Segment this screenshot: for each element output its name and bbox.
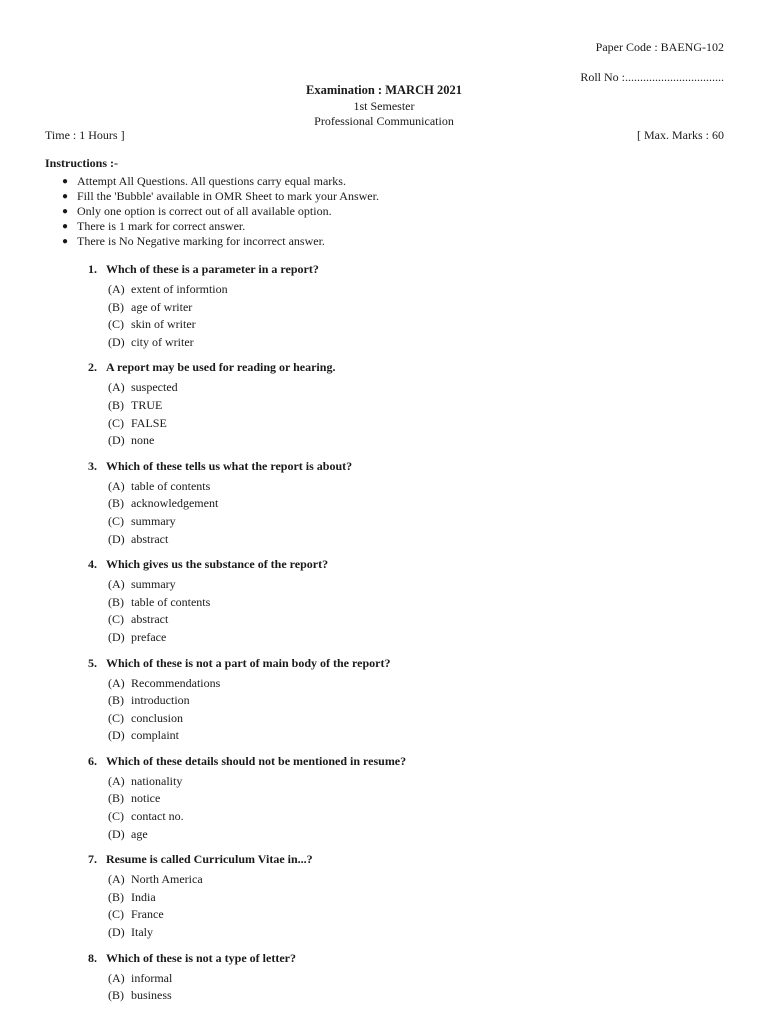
option-letter: (D) [108, 433, 125, 448]
option-text: skin of writer [131, 317, 196, 332]
question-text [88, 850, 728, 868]
option-text: preface [131, 629, 167, 644]
option-letter: (A) [108, 380, 125, 395]
question-6 [88, 752, 728, 843]
option-letter: (A) [108, 970, 125, 985]
option-text: none [131, 433, 155, 448]
option-letter: (C) [108, 513, 124, 528]
instruction-item [62, 234, 379, 249]
question-1 [88, 260, 728, 351]
option-text: contact no. [131, 809, 184, 824]
roll-number-field: Roll No :................................. [580, 70, 724, 84]
option-text: table of contents [131, 594, 211, 609]
option-text: table of contents [131, 478, 211, 493]
question-text [88, 949, 728, 967]
option-letter: (D) [108, 826, 125, 841]
question-7 [88, 850, 728, 941]
option-letter: (C) [108, 317, 124, 332]
option-text: FALSE [131, 415, 167, 430]
bullet-icon: ● [62, 206, 69, 217]
answer-option [88, 495, 728, 513]
instruction-text: There is 1 mark for correct answer. [77, 219, 246, 233]
answer-option [88, 594, 728, 612]
option-letter: (C) [108, 710, 124, 725]
option-text: suspected [131, 380, 178, 395]
option-text: TRUE [131, 397, 163, 412]
answer-option [88, 379, 728, 397]
answer-option [88, 629, 728, 647]
instructions-list [62, 174, 379, 249]
option-letter: (B) [108, 693, 124, 708]
option-letter: (A) [108, 675, 125, 690]
option-text: Italy [131, 925, 153, 940]
answer-option [88, 727, 728, 745]
instruction-text: Attempt All Questions. All questions carry equal marks. [77, 174, 346, 188]
answer-option [88, 316, 728, 334]
option-text: city of writer [131, 334, 194, 349]
answer-option [88, 987, 728, 1005]
option-letter: (B) [108, 496, 124, 511]
option-letter: (D) [108, 531, 125, 546]
answer-option [88, 970, 728, 988]
option-text: acknowledgement [131, 496, 219, 511]
answer-option [88, 334, 728, 352]
option-text: conclusion [131, 710, 183, 725]
answer-option [88, 826, 728, 844]
question-text [88, 654, 728, 672]
bullet-icon: ● [62, 221, 69, 232]
answer-option [88, 692, 728, 710]
question-text [88, 555, 728, 573]
option-text: abstract [131, 531, 169, 546]
answer-option [88, 790, 728, 808]
answer-option [88, 808, 728, 826]
instruction-item [62, 189, 379, 204]
answer-option [88, 397, 728, 415]
option-letter: (C) [108, 809, 124, 824]
option-text: summary [131, 577, 176, 592]
question-3 [88, 457, 728, 548]
option-text: extent of informtion [131, 282, 228, 296]
option-letter: (A) [108, 872, 125, 887]
instruction-text: Fill the 'Bubble' available in OMR Sheet to mark your Answer. [77, 189, 379, 203]
bullet-icon: ● [62, 191, 69, 202]
option-letter: (A) [108, 773, 125, 788]
option-text: nationality [131, 773, 183, 788]
answer-option [88, 871, 728, 889]
instruction-text: There is No Negative marking for incorrect answer. [77, 234, 325, 248]
question-stem: Which of these is not a part of main body of the report? [106, 655, 391, 670]
question-stem: A report may be used for reading or hearing. [106, 360, 336, 375]
semester-label: 1st Semester [353, 99, 415, 113]
question-number: 7. [88, 852, 97, 867]
answer-option [88, 924, 728, 942]
option-text: notice [131, 791, 161, 806]
answer-option [88, 710, 728, 728]
option-text: India [131, 889, 156, 904]
question-stem: Resume is called Curriculum Vitae in...? [106, 852, 313, 867]
option-text: complaint [131, 728, 179, 743]
exam-time: Time : 1 Hours ] [45, 128, 125, 142]
option-letter: (A) [108, 282, 125, 296]
answer-option [88, 478, 728, 496]
option-letter: (D) [108, 334, 125, 349]
answer-option [88, 576, 728, 594]
question-number: 4. [88, 557, 97, 572]
paper-code: Paper Code : BAENG-102 [595, 40, 724, 54]
option-letter: (B) [108, 988, 124, 1003]
option-text: abstract [131, 612, 169, 627]
question-stem: Which of these is not a type of letter? [106, 950, 296, 965]
option-letter: (B) [108, 791, 124, 806]
option-text: business [131, 988, 172, 1003]
option-letter: (B) [108, 889, 124, 904]
question-number: 2. [88, 360, 97, 375]
question-number: 5. [88, 655, 97, 670]
option-text: France [131, 907, 164, 922]
instruction-item [62, 174, 379, 189]
answer-option [88, 299, 728, 317]
answer-option [88, 906, 728, 924]
option-letter: (C) [108, 612, 124, 627]
question-stem: Which gives us the substance of the report? [106, 557, 329, 572]
instruction-item [62, 219, 379, 234]
option-letter: (B) [108, 594, 124, 609]
question-stem: Whch of these is a parameter in a report? [106, 262, 319, 276]
option-letter: (A) [108, 478, 125, 493]
option-text: introduction [131, 693, 190, 708]
option-text: Recommendations [131, 675, 221, 690]
option-text: age of writer [131, 299, 193, 314]
option-letter: (D) [108, 728, 125, 743]
option-text: informal [131, 970, 173, 985]
answer-option [88, 611, 728, 629]
subject-title: Professional Communication [314, 114, 454, 128]
question-text [88, 260, 728, 278]
answer-option [88, 889, 728, 907]
option-letter: (B) [108, 299, 124, 314]
answer-option [88, 281, 728, 299]
question-number: 3. [88, 458, 97, 473]
question-8 [88, 949, 728, 1005]
answer-option [88, 531, 728, 549]
option-letter: (B) [108, 397, 124, 412]
answer-option [88, 432, 728, 450]
questions-list [88, 260, 728, 1012]
instruction-item [62, 204, 379, 219]
instruction-text: Only one option is correct out of all available option. [77, 204, 332, 218]
option-letter: (D) [108, 629, 125, 644]
question-2 [88, 358, 728, 449]
option-letter: (D) [108, 925, 125, 940]
answer-option [88, 773, 728, 791]
bullet-icon: ● [62, 236, 69, 247]
question-text [88, 752, 728, 770]
max-marks: [ Max. Marks : 60 [637, 128, 724, 142]
answer-option [88, 675, 728, 693]
option-letter: (A) [108, 577, 125, 592]
question-stem: Which of these details should not be mentioned in resume? [106, 753, 407, 768]
question-number: 6. [88, 753, 97, 768]
option-text: summary [131, 513, 176, 528]
question-number: 8. [88, 950, 97, 965]
question-text [88, 358, 728, 376]
question-stem: Which of these tells us what the report is about? [106, 458, 353, 473]
question-number: 1. [88, 262, 97, 276]
question-5 [88, 654, 728, 745]
answer-option [88, 415, 728, 433]
question-4 [88, 555, 728, 646]
exam-title: Examination : MARCH 2021 [306, 83, 462, 97]
answer-option [88, 513, 728, 531]
option-text: age [131, 826, 148, 841]
instructions-heading: Instructions :- [45, 156, 119, 170]
option-text: North America [131, 872, 203, 887]
question-text [88, 457, 728, 475]
option-letter: (C) [108, 415, 124, 430]
option-letter: (C) [108, 907, 124, 922]
bullet-icon: ● [62, 176, 69, 187]
